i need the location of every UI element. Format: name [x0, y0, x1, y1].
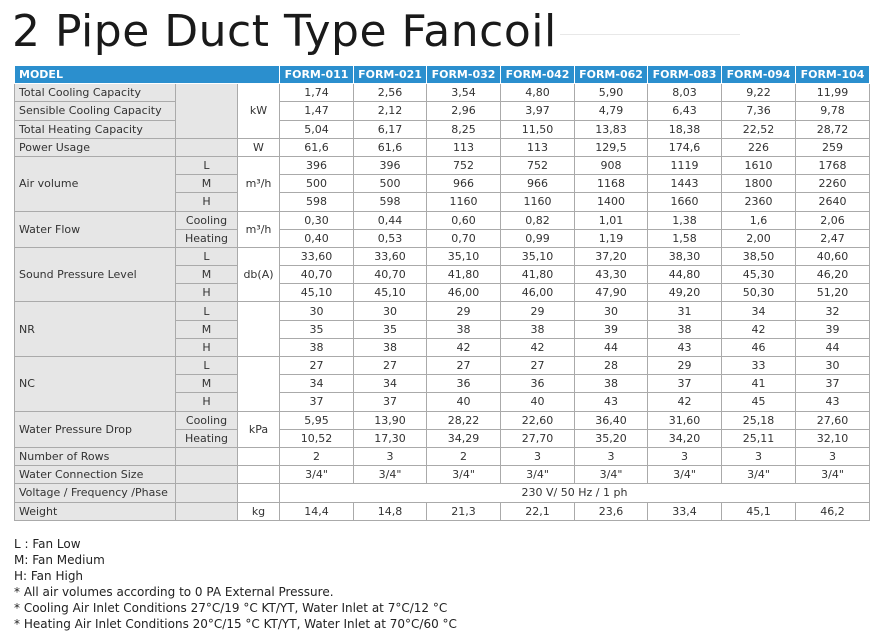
value-cell: 27,60: [796, 411, 870, 429]
table-row: [15, 211, 870, 229]
value-cell: 1,74: [280, 84, 354, 102]
value-cell: 1660: [648, 193, 722, 211]
value-cell: 43: [796, 393, 870, 411]
value-cell: 1400: [575, 193, 648, 211]
value-cell: 3: [722, 447, 796, 465]
value-cell: 129,5: [575, 138, 648, 156]
value-cell: 43,30: [575, 266, 648, 284]
unit-cell: kW: [238, 84, 280, 139]
model-column-header: FORM-021: [354, 66, 427, 84]
value-cell: 396: [280, 156, 354, 174]
value-cell: 22,52: [722, 120, 796, 138]
value-cell: 45: [722, 393, 796, 411]
value-cell: 4,80: [501, 84, 575, 102]
sub-label-cell: [176, 502, 238, 520]
value-cell: 1119: [648, 156, 722, 174]
value-cell: 42: [427, 338, 501, 356]
value-cell: 8,03: [648, 84, 722, 102]
value-cell: 2: [427, 447, 501, 465]
value-cell: 1,38: [648, 211, 722, 229]
mode-label: Heating: [176, 229, 238, 247]
value-cell: 2: [280, 447, 354, 465]
value-cell: 61,6: [354, 138, 427, 156]
value-cell: 908: [575, 156, 648, 174]
value-cell: 1,58: [648, 229, 722, 247]
value-cell: 2360: [722, 193, 796, 211]
value-cell: 35,10: [427, 247, 501, 265]
value-cell: 41: [722, 375, 796, 393]
value-cell: 32,10: [796, 429, 870, 447]
value-cell: 3: [796, 447, 870, 465]
value-cell: 0,40: [280, 229, 354, 247]
value-cell: 7,36: [722, 102, 796, 120]
value-cell: 46: [722, 338, 796, 356]
fan-level-label: H: [176, 284, 238, 302]
value-cell: 30: [280, 302, 354, 320]
row-label: Voltage / Frequency /Phase: [15, 484, 176, 502]
value-cell: 22,60: [501, 411, 575, 429]
fan-level-label: L: [176, 247, 238, 265]
value-cell: 8,25: [427, 120, 501, 138]
value-cell: 9,78: [796, 102, 870, 120]
value-cell: 14,4: [280, 502, 354, 520]
value-cell: 1,47: [280, 102, 354, 120]
value-cell: 1610: [722, 156, 796, 174]
value-cell: 25,11: [722, 429, 796, 447]
value-cell: 2,56: [354, 84, 427, 102]
value-cell: 30: [796, 357, 870, 375]
value-cell: 5,90: [575, 84, 648, 102]
value-cell: 500: [280, 175, 354, 193]
table-row: [15, 484, 870, 502]
value-cell: 27: [280, 357, 354, 375]
value-cell: 30: [575, 302, 648, 320]
unit-cell: db(A): [238, 247, 280, 302]
value-cell: 42: [501, 338, 575, 356]
value-cell: 22,1: [501, 502, 575, 520]
value-cell: 23,6: [575, 502, 648, 520]
row-label: Water Flow: [15, 211, 176, 247]
fan-level-label: H: [176, 338, 238, 356]
table-row: [15, 447, 870, 465]
value-cell: 17,30: [354, 429, 427, 447]
value-cell: 113: [501, 138, 575, 156]
value-cell: 31: [648, 302, 722, 320]
model-column-header: FORM-094: [722, 66, 796, 84]
value-cell: 31,60: [648, 411, 722, 429]
value-cell: 28,72: [796, 120, 870, 138]
spec-table: [14, 65, 870, 521]
value-cell: 44: [796, 338, 870, 356]
row-label: Water Connection Size: [15, 466, 176, 484]
value-cell: 1,01: [575, 211, 648, 229]
value-cell: 0,70: [427, 229, 501, 247]
value-cell: 38: [648, 320, 722, 338]
value-cell: 43: [575, 393, 648, 411]
table-row: [15, 138, 870, 156]
value-cell: 35: [280, 320, 354, 338]
row-label: Sensible Cooling Capacity: [15, 102, 176, 120]
value-cell: 11,99: [796, 84, 870, 102]
value-cell: 46,00: [501, 284, 575, 302]
value-cell: 2,96: [427, 102, 501, 120]
value-cell: 25,18: [722, 411, 796, 429]
value-cell: 174,6: [648, 138, 722, 156]
row-label: Power Usage: [15, 138, 176, 156]
table-header-row: [15, 66, 870, 84]
footnote: M: Fan Medium: [14, 553, 105, 567]
value-cell: 61,6: [280, 138, 354, 156]
fan-level-label: H: [176, 393, 238, 411]
value-cell: 38: [280, 338, 354, 356]
value-cell: 966: [427, 175, 501, 193]
value-cell: 34,20: [648, 429, 722, 447]
value-cell: 30: [354, 302, 427, 320]
value-cell: 3/4": [427, 466, 501, 484]
value-cell: 752: [427, 156, 501, 174]
unit-cell: [238, 357, 280, 412]
value-cell: 38: [575, 375, 648, 393]
value-cell: 32: [796, 302, 870, 320]
value-cell: 44,80: [648, 266, 722, 284]
value-cell: 36,40: [575, 411, 648, 429]
value-cell: 43: [648, 338, 722, 356]
value-cell: 29: [501, 302, 575, 320]
model-column-header: FORM-062: [575, 66, 648, 84]
unit-cell: [238, 466, 280, 484]
table-row: [15, 466, 870, 484]
value-cell: 34: [722, 302, 796, 320]
value-cell: 35,20: [575, 429, 648, 447]
sub-label-cell: [176, 466, 238, 484]
unit-cell: [238, 302, 280, 357]
value-cell: 40: [427, 393, 501, 411]
value-cell: 46,2: [796, 502, 870, 520]
value-cell: 34,29: [427, 429, 501, 447]
value-cell: 45,1: [722, 502, 796, 520]
value-cell: 40,60: [796, 247, 870, 265]
model-column-header: FORM-104: [796, 66, 870, 84]
value-cell: 39: [575, 320, 648, 338]
footnote: L : Fan Low: [14, 537, 81, 551]
table-row: [15, 247, 870, 265]
value-cell: 45,30: [722, 266, 796, 284]
value-cell: 1443: [648, 175, 722, 193]
value-cell: 10,52: [280, 429, 354, 447]
model-column-header: FORM-032: [427, 66, 501, 84]
fan-level-label: L: [176, 156, 238, 174]
value-cell: 1800: [722, 175, 796, 193]
value-cell: 28,22: [427, 411, 501, 429]
unit-cell: kPa: [238, 411, 280, 447]
footnote: * Heating Air Inlet Conditions 20°C/15 °C KT/YT, Water Inlet at 70°C/60 °C: [14, 617, 457, 631]
value-cell: 35,10: [501, 247, 575, 265]
row-label: Air volume: [15, 156, 176, 211]
value-cell: 3: [501, 447, 575, 465]
value-cell: 39: [796, 320, 870, 338]
value-cell: 0,53: [354, 229, 427, 247]
table-row: [15, 156, 870, 174]
value-cell: 34: [280, 375, 354, 393]
fan-level-label: M: [176, 175, 238, 193]
value-cell: 752: [501, 156, 575, 174]
value-cell: 2,12: [354, 102, 427, 120]
value-cell: 3/4": [354, 466, 427, 484]
value-cell: 5,04: [280, 120, 354, 138]
value-cell: 37: [796, 375, 870, 393]
unit-cell: W: [238, 138, 280, 156]
value-cell: 1168: [575, 175, 648, 193]
value-cell: 9,22: [722, 84, 796, 102]
value-cell: 3/4": [575, 466, 648, 484]
value-cell: 27: [354, 357, 427, 375]
row-label: NC: [15, 357, 176, 412]
value-cell: 2260: [796, 175, 870, 193]
value-cell: 3/4": [501, 466, 575, 484]
value-cell: 3: [354, 447, 427, 465]
value-cell: 3/4": [722, 466, 796, 484]
table-row: [15, 357, 870, 375]
fan-level-label: L: [176, 357, 238, 375]
value-cell: 18,38: [648, 120, 722, 138]
value-cell: 3,54: [427, 84, 501, 102]
row-label: Total Cooling Capacity: [15, 84, 176, 102]
value-cell: 49,20: [648, 284, 722, 302]
value-cell: 45,10: [354, 284, 427, 302]
value-cell: 46,00: [427, 284, 501, 302]
value-cell: 2640: [796, 193, 870, 211]
model-header: MODEL: [15, 66, 280, 84]
footnote: * Cooling Air Inlet Conditions 27°C/19 °C KT/YT, Water Inlet at 7°C/12 °C: [14, 601, 448, 615]
value-cell: 500: [354, 175, 427, 193]
table-row: [15, 120, 870, 138]
value-cell: 6,17: [354, 120, 427, 138]
value-cell: 38: [354, 338, 427, 356]
value-cell: 40,70: [280, 266, 354, 284]
value-cell: 2,00: [722, 229, 796, 247]
sub-label-cell: [176, 138, 238, 156]
table-row: [15, 102, 870, 120]
table-row: [15, 302, 870, 320]
value-cell: 3/4": [280, 466, 354, 484]
value-cell: 45,10: [280, 284, 354, 302]
value-cell: 0,82: [501, 211, 575, 229]
row-label: Total Heating Capacity: [15, 120, 176, 138]
value-cell: 29: [427, 302, 501, 320]
value-cell: 3: [575, 447, 648, 465]
value-cell: 598: [354, 193, 427, 211]
value-cell: 37: [354, 393, 427, 411]
title-divider: [560, 34, 740, 35]
value-cell: 38: [501, 320, 575, 338]
value-cell: 33,60: [354, 247, 427, 265]
fan-level-label: L: [176, 302, 238, 320]
value-cell: 42: [648, 393, 722, 411]
value-cell: 2,06: [796, 211, 870, 229]
mode-label: Cooling: [176, 411, 238, 429]
row-label: Water Pressure Drop: [15, 411, 176, 447]
value-cell: 33: [722, 357, 796, 375]
value-cell: 38: [427, 320, 501, 338]
value-cell: 33,4: [648, 502, 722, 520]
value-cell: 37: [648, 375, 722, 393]
value-cell: 36: [501, 375, 575, 393]
value-cell: 11,50: [501, 120, 575, 138]
value-cell: 226: [722, 138, 796, 156]
model-column-header: FORM-083: [648, 66, 722, 84]
value-cell: 21,3: [427, 502, 501, 520]
value-cell: 35: [354, 320, 427, 338]
value-cell: 0,60: [427, 211, 501, 229]
unit-cell: m³/h: [238, 156, 280, 211]
value-cell: 0,30: [280, 211, 354, 229]
table-row: [15, 502, 870, 520]
value-cell: 40,70: [354, 266, 427, 284]
value-cell: 36: [427, 375, 501, 393]
table-row: [15, 411, 870, 429]
value-cell: 396: [354, 156, 427, 174]
value-cell: 28: [575, 357, 648, 375]
value-cell: 37: [280, 393, 354, 411]
value-cell: 5,95: [280, 411, 354, 429]
value-cell: 598: [280, 193, 354, 211]
value-cell: 42: [722, 320, 796, 338]
row-label: Number of Rows: [15, 447, 176, 465]
sub-label-cell: [176, 447, 238, 465]
fan-level-label: H: [176, 193, 238, 211]
value-cell: 1,19: [575, 229, 648, 247]
value-cell: 50,30: [722, 284, 796, 302]
value-cell: 41,80: [427, 266, 501, 284]
value-cell: 47,90: [575, 284, 648, 302]
sub-label-cell: [176, 484, 238, 502]
value-cell: 259: [796, 138, 870, 156]
value-cell: 1160: [501, 193, 575, 211]
value-cell: 41,80: [501, 266, 575, 284]
value-cell: 27: [501, 357, 575, 375]
fan-level-label: M: [176, 320, 238, 338]
value-cell: 51,20: [796, 284, 870, 302]
model-column-header: FORM-042: [501, 66, 575, 84]
value-cell: 37,20: [575, 247, 648, 265]
value-cell: 966: [501, 175, 575, 193]
value-cell: 27: [427, 357, 501, 375]
value-cell: 1,6: [722, 211, 796, 229]
mode-label: Heating: [176, 429, 238, 447]
value-cell: 38,50: [722, 247, 796, 265]
value-cell: 40: [501, 393, 575, 411]
footnote: H: Fan High: [14, 569, 84, 583]
value-cell: 44: [575, 338, 648, 356]
value-cell: 113: [427, 138, 501, 156]
value-cell: 2,47: [796, 229, 870, 247]
footnote: * All air volumes according to 0 PA External Pressure.: [14, 585, 334, 599]
unit-cell: kg: [238, 502, 280, 520]
voltage-value: 230 V/ 50 Hz / 1 ph: [280, 484, 870, 502]
model-column-header: FORM-011: [280, 66, 354, 84]
table-row: [15, 84, 870, 102]
row-label: Weight: [15, 502, 176, 520]
unit-cell: [238, 447, 280, 465]
value-cell: 1160: [427, 193, 501, 211]
value-cell: 33,60: [280, 247, 354, 265]
unit-cell: m³/h: [238, 211, 280, 247]
value-cell: 0,44: [354, 211, 427, 229]
value-cell: 13,90: [354, 411, 427, 429]
value-cell: 1768: [796, 156, 870, 174]
value-cell: 27,70: [501, 429, 575, 447]
value-cell: 34: [354, 375, 427, 393]
value-cell: 6,43: [648, 102, 722, 120]
value-cell: 29: [648, 357, 722, 375]
value-cell: 13,83: [575, 120, 648, 138]
value-cell: 3,97: [501, 102, 575, 120]
fan-level-label: M: [176, 375, 238, 393]
mode-label: Cooling: [176, 211, 238, 229]
value-cell: 3/4": [796, 466, 870, 484]
page-title: 2 Pipe Duct Type Fancoil: [12, 6, 557, 57]
fan-level-label: M: [176, 266, 238, 284]
row-label: NR: [15, 302, 176, 357]
value-cell: 14,8: [354, 502, 427, 520]
unit-cell: [238, 484, 280, 502]
value-cell: 46,20: [796, 266, 870, 284]
row-label: Sound Pressure Level: [15, 247, 176, 302]
value-cell: 3/4": [648, 466, 722, 484]
value-cell: 0,99: [501, 229, 575, 247]
sub-label-cell: [176, 84, 238, 139]
footnotes: [14, 536, 457, 632]
value-cell: 38,30: [648, 247, 722, 265]
value-cell: 3: [648, 447, 722, 465]
value-cell: 4,79: [575, 102, 648, 120]
